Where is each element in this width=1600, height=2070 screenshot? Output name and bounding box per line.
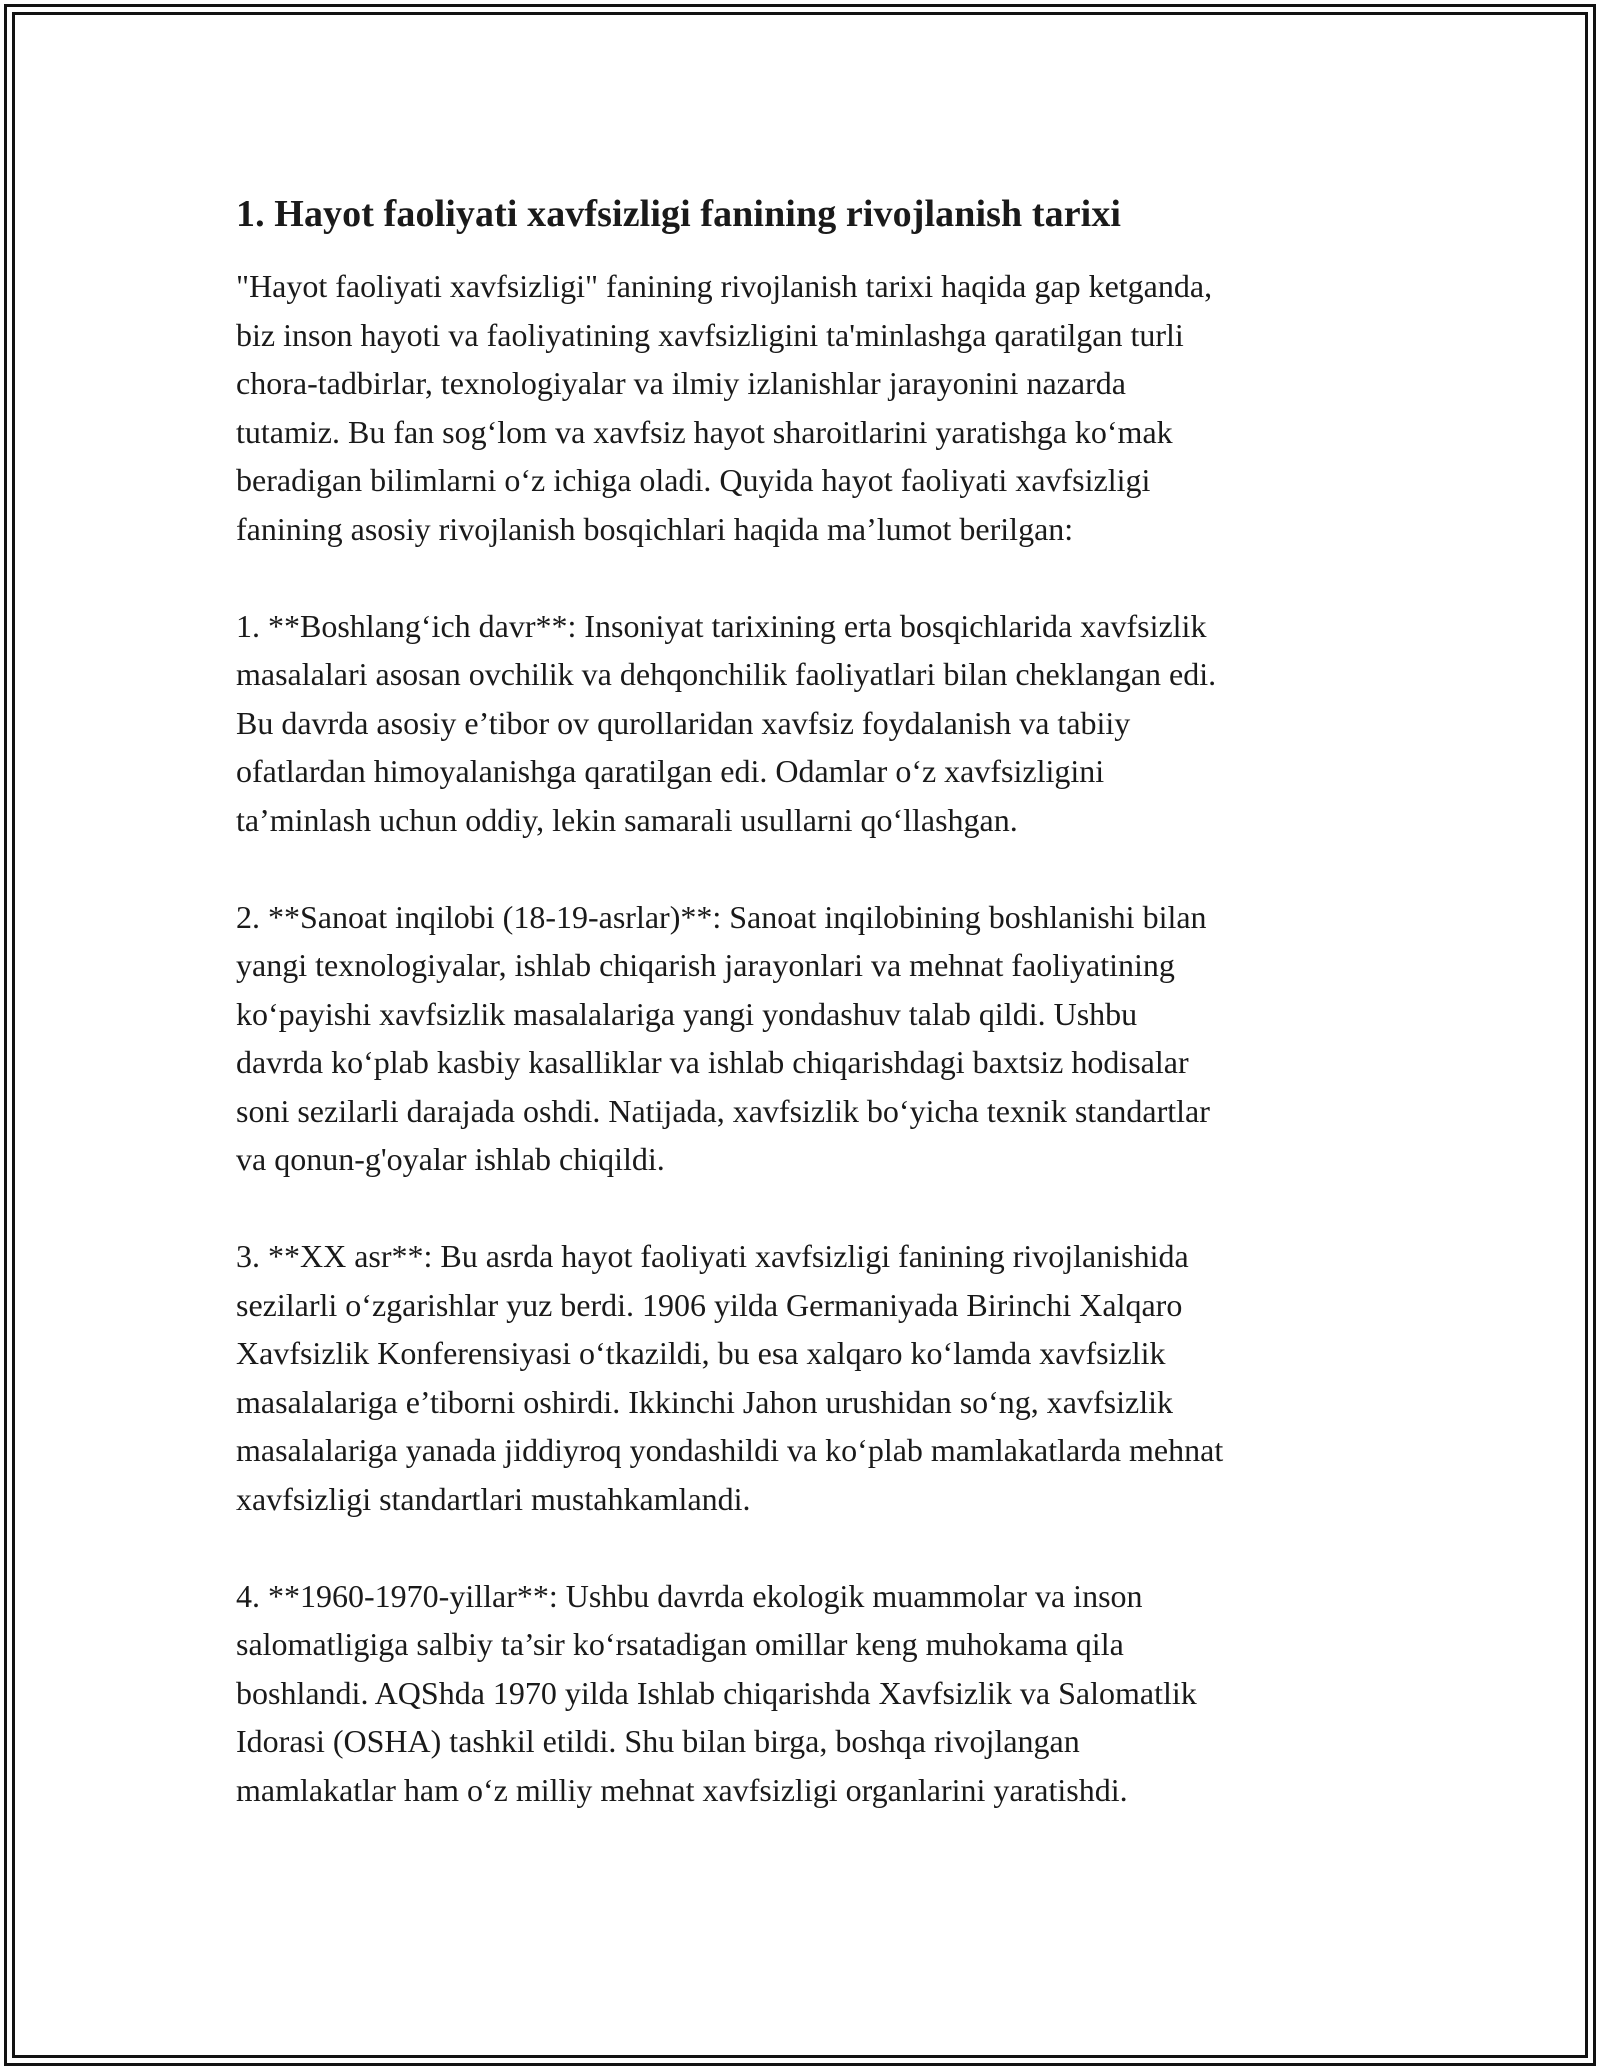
- section-3-paragraph: 3. **XX asr**: Bu asrda hayot faoliyati xavfsizligi fanining rivojlanishida sezilarli o‘zgarishlar yuz berdi. 1906 yilda Germaniyada Birinchi Xalqaro Xavfsizlik Konferensiyasi o‘tkazildi, bu esa xalqaro ko‘lamda xavfsizlik masalalariga e’tiborni oshirdi. Ikkinchi Jahon urushidan so‘ng, xavfsizlik masalalariga yanada jiddiyroq yondashildi va ko‘plab mamlakatlarda mehnat xavfsizligi standartlari mustahkamlandi.: [236, 1238, 1224, 1517]
- intro-paragraph: "Hayot faoliyati xavfsizligi" fanining rivojlanish tarixi haqida gap ketganda, biz inson hayoti va faoliyatining xavfsizligini ta'minlashga qaratilgan turli chora-tadbirlar, texnologiyalar va ilmiy izlanishlar jarayonini nazarda tutamiz. Bu fan sog‘lom va xavfsiz hayot sharoitlarini yaratishga ko‘mak beradigan bilimlarni o‘z ichiga oladi. Quyida hayot faoliyati xavfsizligi fanining asosiy rivojlanish bosqichlari haqida ma’lumot berilgan:: [236, 268, 1213, 547]
- page-title: 1. Hayot faoliyati xavfsizligi fanining rivojlanish tarixi: [236, 193, 1122, 235]
- section-1-paragraph: 1. **Boshlang‘ich davr**: Insoniyat tarixining erta bosqichlarida xavfsizlik masalalari asosan ovchilik va dehqonchilik faoliyatlari bilan cheklangan edi. Bu davrda asosiy e’tibor ov qurollaridan xavfsiz foydalanish va tabiiy ofatlardan himoyalanishga qaratilgan edi. Odamlar o‘z xavfsizligini ta’minlash uchun oddiy, lekin samarali usullarni qo‘llashgan.: [236, 607, 1217, 838]
- document-body: [236, 188, 1376, 1814]
- section-4-paragraph: 4. **1960-1970-yillar**: Ushbu davrda ekologik muammolar va inson salomatligiga salbiy ta’sir ko‘rsatadigan omillar keng muhokama qila boshlandi. AQShda 1970 yilda Ishlab chiqarishda Xavfsizlik va Salomatlik Idorasi (OSHA) tashkil etildi. Shu bilan birga, boshqa rivojlangan mamlakatlar ham o‘z milliy mehnat xavfsizligi organlarini yaratishdi.: [236, 1577, 1197, 1808]
- section-2-paragraph: 2. **Sanoat inqilobi (18-19-asrlar)**: Sanoat inqilobining boshlanishi bilan yangi texnologiyalar, ishlab chiqarish jarayonlari va mehnat faoliyatining ko‘payishi xavfsizlik masalalariga yangi yondashuv talab qildi. Ushbu davrda ko‘plab kasbiy kasalliklar va ishlab chiqarishdagi baxtsiz hodisalar soni sezilarli darajada oshdi. Natijada, xavfsizlik bo‘yicha texnik standartlar va qonun-g'oyalar ishlab chiqildi.: [236, 898, 1210, 1177]
